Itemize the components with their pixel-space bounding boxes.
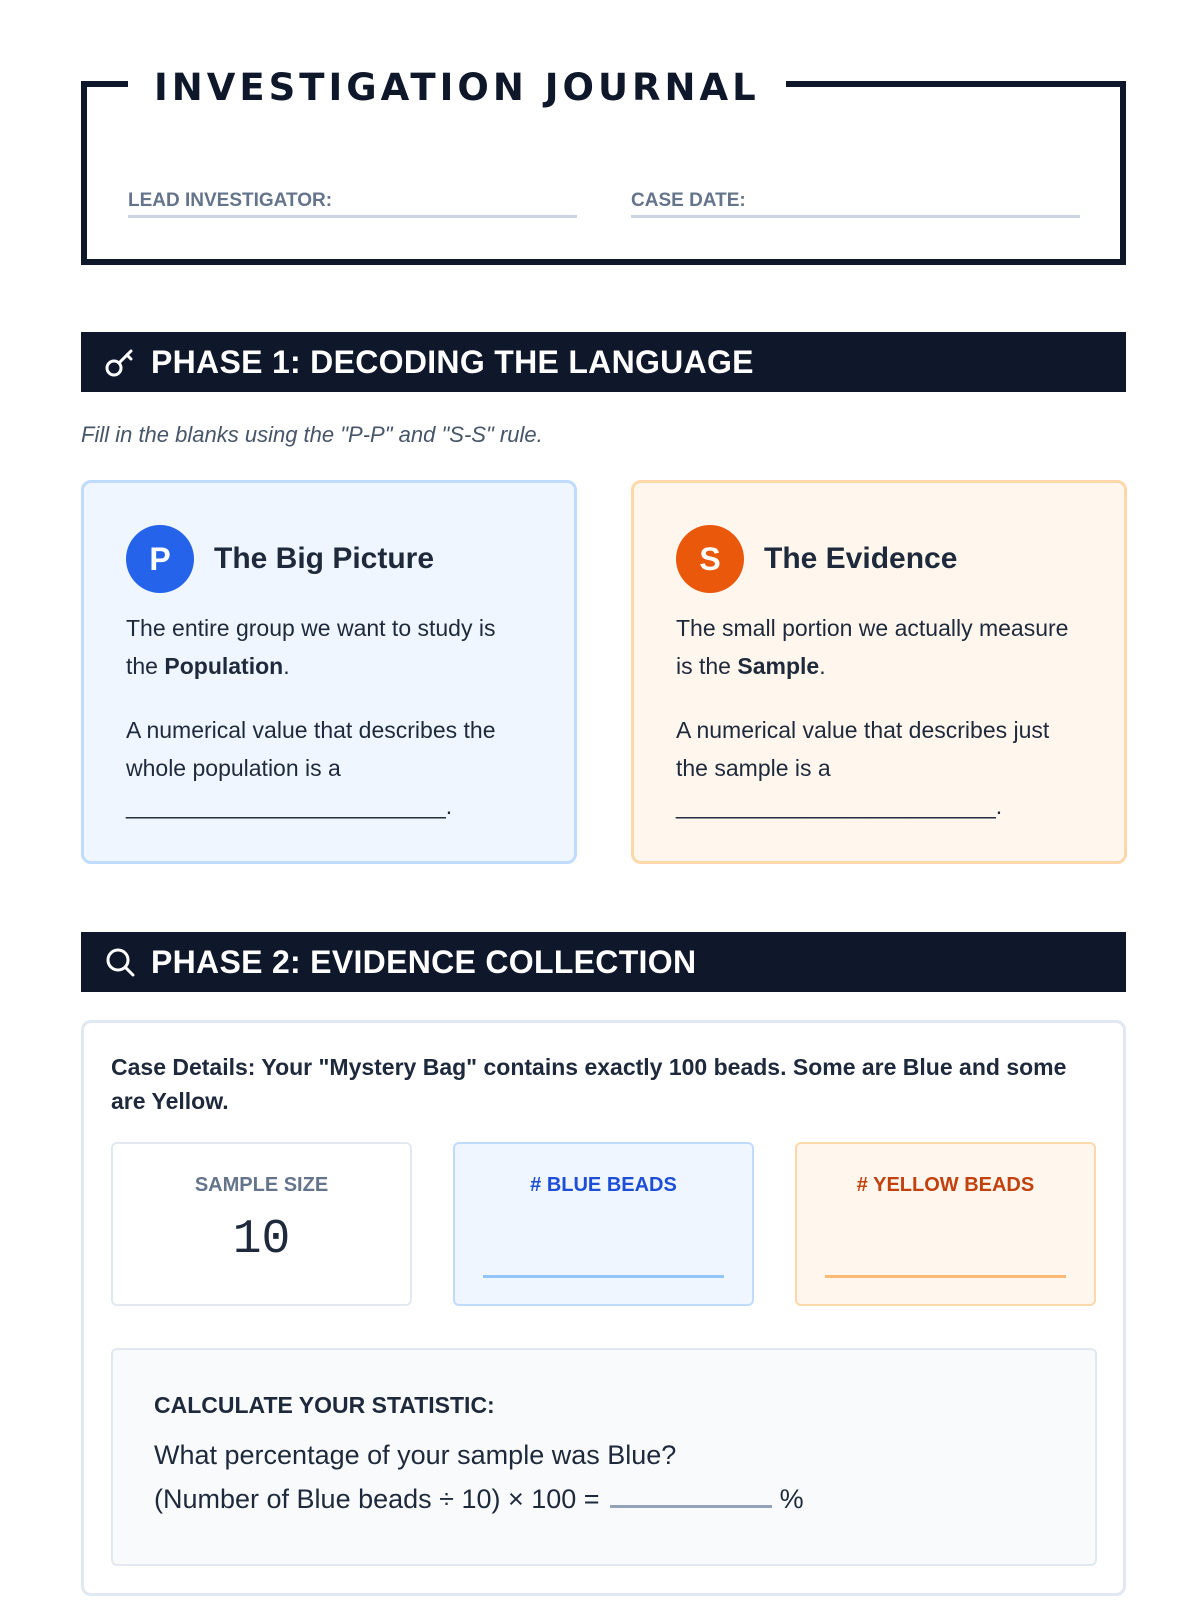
case-date-label: CASE DATE: <box>631 190 746 211</box>
journal-title: INVESTIGATION JOURNAL <box>128 64 786 112</box>
calc-formula-text: (Number of Blue beads ÷ 10) × 100 = <box>154 1484 600 1514</box>
population-card <box>81 480 577 864</box>
case-details: Case Details: Your "Mystery Bag" contains exactly 100 beads. Some are Blue and some are Yellow. <box>111 1054 1067 1114</box>
case-date-field[interactable] <box>631 190 1080 218</box>
statistic-blank[interactable]: _________________________. <box>676 793 1003 819</box>
population-term: Population <box>164 653 284 679</box>
percentage-answer-blank[interactable] <box>610 1484 772 1508</box>
sample-term: Sample <box>737 653 820 679</box>
yellow-beads-label: # YELLOW BEADS <box>856 1174 1035 1196</box>
search-icon <box>103 945 137 979</box>
key-icon <box>103 345 137 379</box>
parameter-blank[interactable]: _________________________. <box>126 793 453 819</box>
statistic-prompt[interactable]: A numerical value that describes just the sample is a _________________________. <box>676 717 1050 819</box>
phase2-title: PHASE 2: EVIDENCE COLLECTION <box>151 944 697 980</box>
phase1-header <box>81 332 1126 392</box>
blue-beads-input-line[interactable] <box>483 1275 724 1278</box>
calculate-statistic-box <box>111 1348 1097 1566</box>
yellow-beads-box[interactable] <box>795 1142 1096 1306</box>
sample-card <box>631 480 1127 864</box>
percent-unit: % <box>779 1484 804 1514</box>
yellow-beads-input-line[interactable] <box>825 1275 1066 1278</box>
calc-question: What percentage of your sample was Blue? <box>154 1440 677 1470</box>
blue-beads-label: # BLUE BEADS <box>530 1174 677 1196</box>
phase2-header <box>81 932 1126 992</box>
calc-title: CALCULATE YOUR STATISTIC: <box>154 1392 495 1418</box>
lead-investigator-field[interactable] <box>128 190 577 218</box>
sample-definition: The small portion we actually measure is the Sample. <box>676 615 1069 679</box>
population-definition: The entire group we want to study is the Population. <box>126 615 496 679</box>
calc-formula <box>154 1484 804 1515</box>
sample-badge: S <box>676 525 744 593</box>
phase1-title: PHASE 1: DECODING THE LANGUAGE <box>151 344 754 380</box>
sample-size-box <box>111 1142 412 1306</box>
sample-size-label: SAMPLE SIZE <box>194 1174 329 1196</box>
sample-card-title: The Evidence <box>764 542 958 575</box>
population-badge: P <box>126 525 194 593</box>
phase1-instruction: Fill in the blanks using the "P-P" and "S-S" rule. <box>81 422 543 447</box>
blue-beads-box[interactable] <box>453 1142 754 1306</box>
population-card-title: The Big Picture <box>214 542 435 575</box>
sample-size-value: 10 <box>232 1213 291 1267</box>
lead-investigator-label: LEAD INVESTIGATOR: <box>128 190 333 211</box>
parameter-prompt[interactable]: A numerical value that describes the whole population is a _________________________. <box>126 717 496 819</box>
